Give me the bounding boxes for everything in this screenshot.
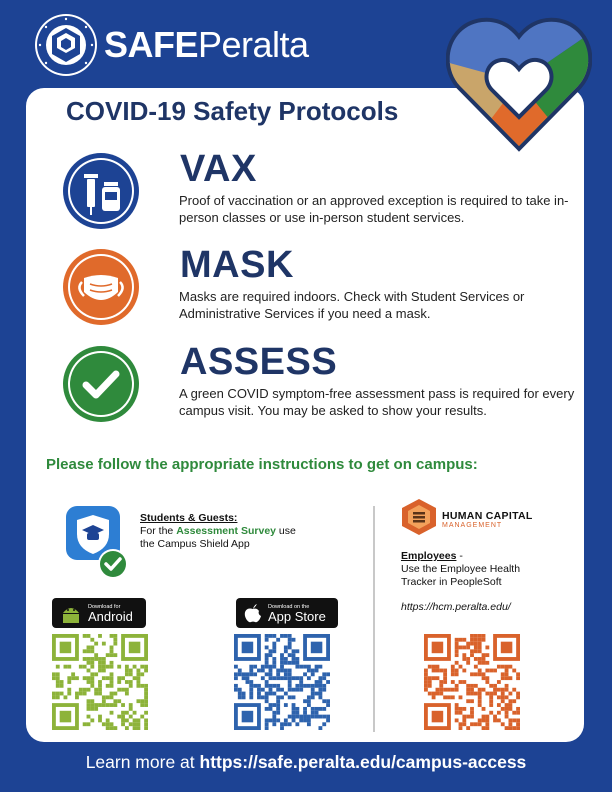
- app-store-qr-code: [234, 634, 330, 730]
- mask-text: Masks are required indoors. Check with Student Services or Administrative Services if you need a mask.: [179, 289, 525, 321]
- assess-heading: ASSESS: [180, 341, 338, 383]
- brand-wordmark: SAFEPeralta: [104, 24, 309, 65]
- mask-heading: MASK: [180, 244, 294, 286]
- hcm-url-link[interactable]: https://hcm.peralta.edu/: [401, 601, 511, 613]
- android-download-button[interactable]: Download for Android: [52, 598, 146, 628]
- vax-text: Proof of vaccination or an approved exception is required to take in-person classes or use in-person student services.: [179, 193, 569, 225]
- vaccine-icon: [62, 152, 140, 230]
- page-title: COVID-19 Safety Protocols: [66, 96, 399, 126]
- campus-access-link[interactable]: https://safe.peralta.edu/campus-access: [199, 752, 527, 772]
- employees-heading: Employees: [401, 550, 457, 562]
- students-heading: Students & Guests:: [140, 512, 238, 524]
- apple-icon: [244, 603, 262, 623]
- app-store-download-button[interactable]: Download on the App Store: [236, 598, 338, 628]
- checkmark-icon: [62, 345, 140, 423]
- assessment-survey-link[interactable]: Assessment Survey: [176, 525, 276, 537]
- heart-logo: [446, 12, 592, 152]
- footer: Learn more at https://safe.peralta.edu/campus-access: [85, 752, 527, 772]
- header: [34, 12, 309, 78]
- mask-icon: [62, 248, 140, 326]
- android-icon: [60, 603, 82, 623]
- android-qr-code: [52, 634, 148, 730]
- college-seal-logo: [34, 13, 98, 77]
- campus-shield-app-icon: [66, 506, 132, 580]
- vax-heading: VAX: [180, 148, 257, 190]
- employees-info: Employees - Use the Employee Health Tracker in PeopleSoft: [401, 550, 521, 588]
- section-divider: [373, 506, 375, 732]
- hcm-qr-code: [424, 634, 520, 730]
- students-info: Students & Guests: For the Assessment Survey use the Campus Shield App: [140, 512, 330, 551]
- assess-text: A green COVID symptom-free assessment pass is required for every campus visit. You may be asked to show your results.: [179, 386, 575, 418]
- hcm-logo-text: HUMAN CAPITAL MANAGEMENT: [442, 510, 533, 529]
- hcm-logo-icon: [401, 498, 437, 536]
- instructions-heading: Please follow the appropriate instructions to get on campus:: [46, 456, 478, 473]
